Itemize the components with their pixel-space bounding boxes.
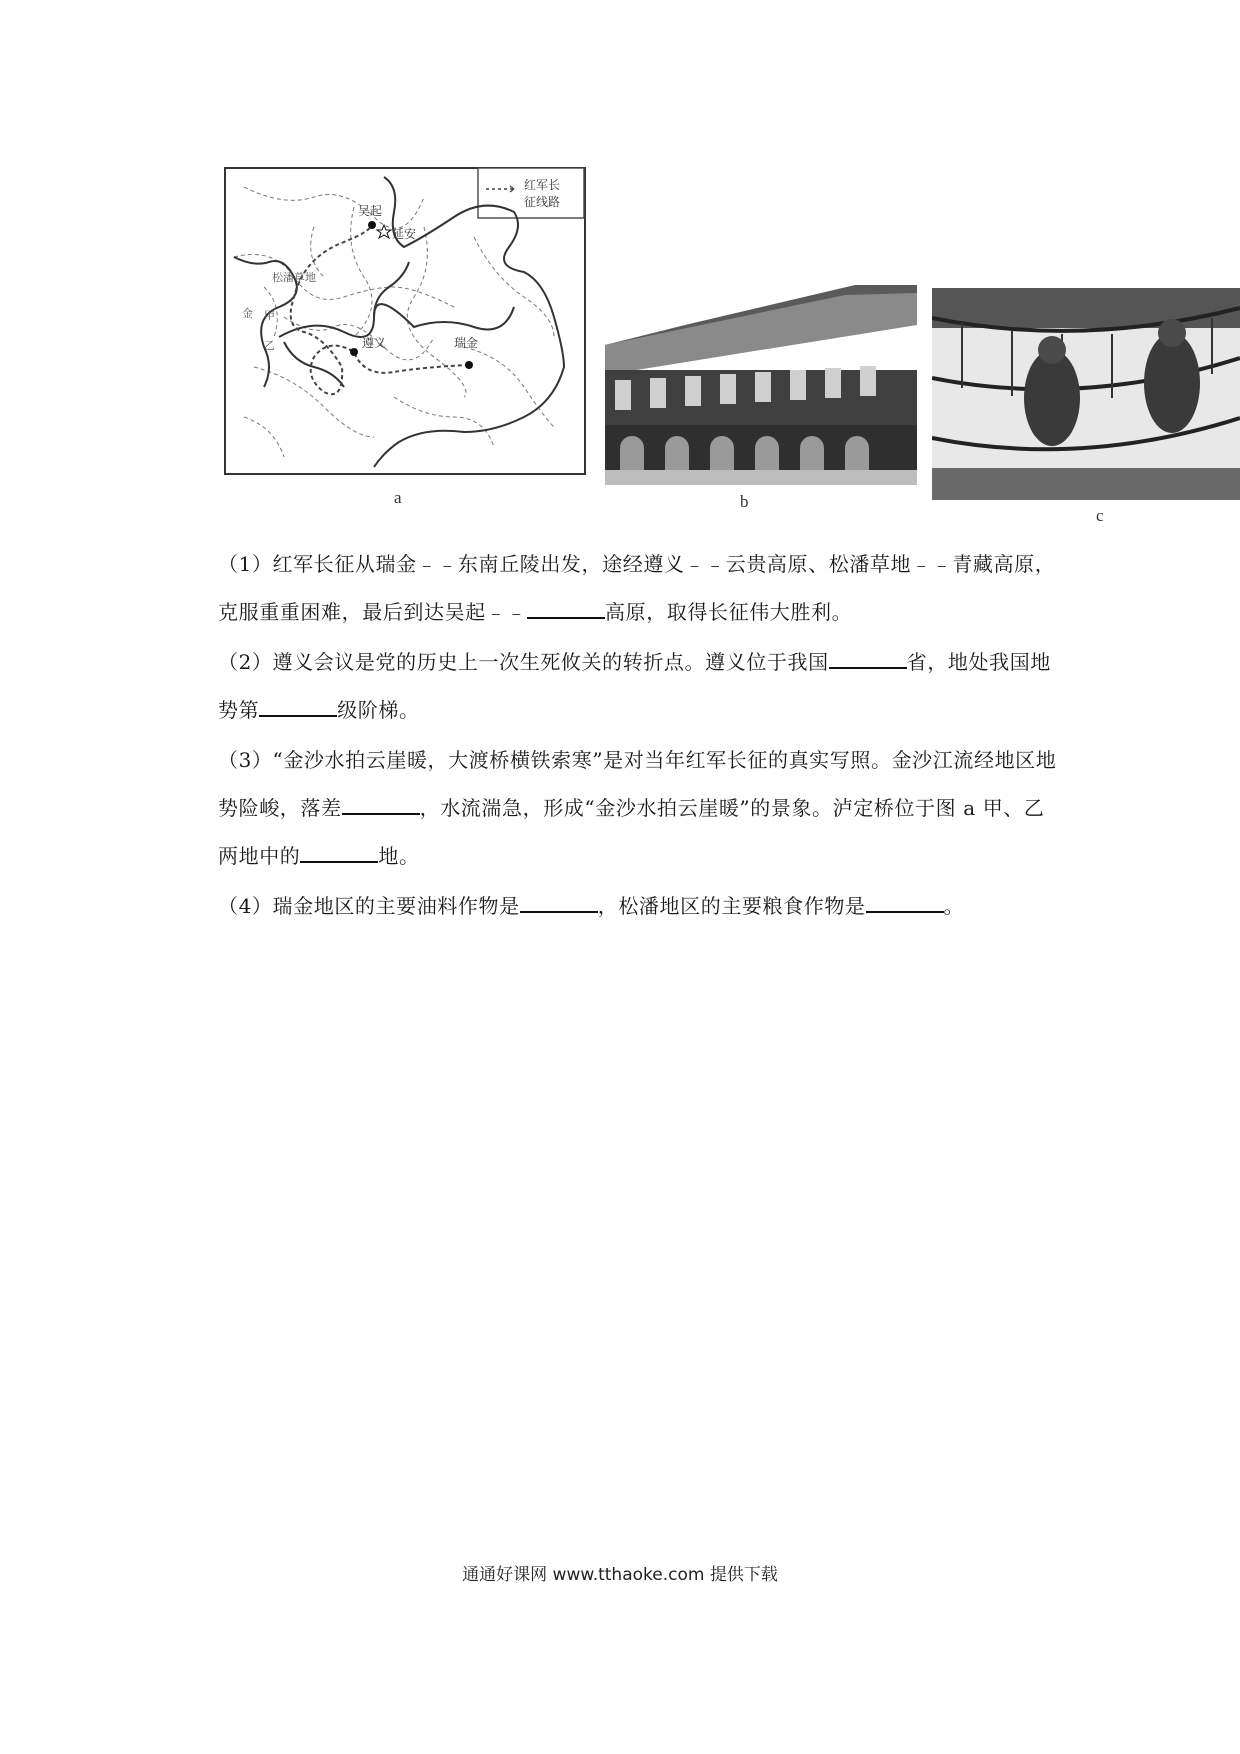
question-text: ，水流湍急，形成“金沙水拍云崖暖”的景象。泸定桥位于图 a 甲、乙两地中的 bbox=[218, 796, 1045, 868]
answer-blank[interactable] bbox=[829, 645, 907, 669]
question-text: 地。 bbox=[378, 844, 420, 868]
caption-c: c bbox=[1096, 506, 1104, 525]
route-map bbox=[224, 167, 586, 475]
question-number: （1） bbox=[218, 552, 273, 576]
answer-blank[interactable] bbox=[520, 889, 598, 913]
label-yi: 乙 bbox=[264, 339, 275, 352]
label-yanan: 延安 bbox=[392, 227, 417, 241]
question-text: ，松潘地区的主要粮食作物是 bbox=[597, 894, 866, 918]
answer-blank[interactable] bbox=[259, 693, 337, 717]
answer-blank[interactable] bbox=[300, 839, 378, 863]
map-legend bbox=[478, 168, 584, 218]
question-number: （3） bbox=[218, 748, 273, 772]
question-1 bbox=[218, 540, 1058, 636]
question-text: 级阶梯。 bbox=[337, 698, 420, 722]
answer-blank[interactable] bbox=[527, 595, 605, 619]
question-text: 高原，取得长征伟大胜利。 bbox=[605, 600, 853, 624]
label-wuqi: 吴起 bbox=[358, 204, 383, 218]
question-text: 红军长征从瑞金﹣﹣东南丘陵出发，途经遵义﹣﹣云贵高原、松潘草地﹣﹣青藏高原，克服重重困难，最后到达吴起﹣﹣ bbox=[218, 552, 1056, 624]
question-text: 瑞金地区的主要油料作物是 bbox=[272, 894, 520, 918]
luding-bridge-photo bbox=[932, 288, 1240, 500]
caption-b: b bbox=[740, 492, 749, 511]
question-4 bbox=[218, 882, 1058, 930]
answer-blank[interactable] bbox=[866, 889, 944, 913]
zunyi-building-photo bbox=[605, 285, 917, 485]
question-text: 遵义会议是党的历史上一次生死攸关的转折点。遵义位于我国 bbox=[272, 650, 829, 674]
question-text: 。 bbox=[943, 894, 965, 918]
page-footer: 通通好课网 www.tthaoke.com 提供下载 bbox=[462, 1565, 778, 1585]
question-text: 省，地处我国地势第 bbox=[218, 650, 1051, 722]
legend-label-2: 征线路 bbox=[524, 195, 561, 209]
question-3 bbox=[218, 736, 1058, 880]
label-jia: 甲 bbox=[264, 309, 275, 322]
question-number: （4） bbox=[218, 894, 273, 918]
question-number: （2） bbox=[218, 650, 273, 674]
legend-label-1: 红军长 bbox=[524, 178, 561, 192]
caption-a: a bbox=[394, 488, 402, 507]
label-ruijin: 瑞金 bbox=[454, 336, 479, 350]
question-2 bbox=[218, 638, 1058, 734]
label-songpan: 松潘草地 bbox=[272, 271, 316, 284]
answer-blank[interactable] bbox=[342, 791, 420, 815]
label-jin: 金 bbox=[242, 307, 253, 320]
label-zunyi: 遵义 bbox=[362, 336, 387, 350]
question-text: “金沙水拍云崖暖，大渡桥横铁索寒”是对当年红军长征的真实写照。金沙江流经地区地势险峻，落差 bbox=[218, 748, 1057, 820]
